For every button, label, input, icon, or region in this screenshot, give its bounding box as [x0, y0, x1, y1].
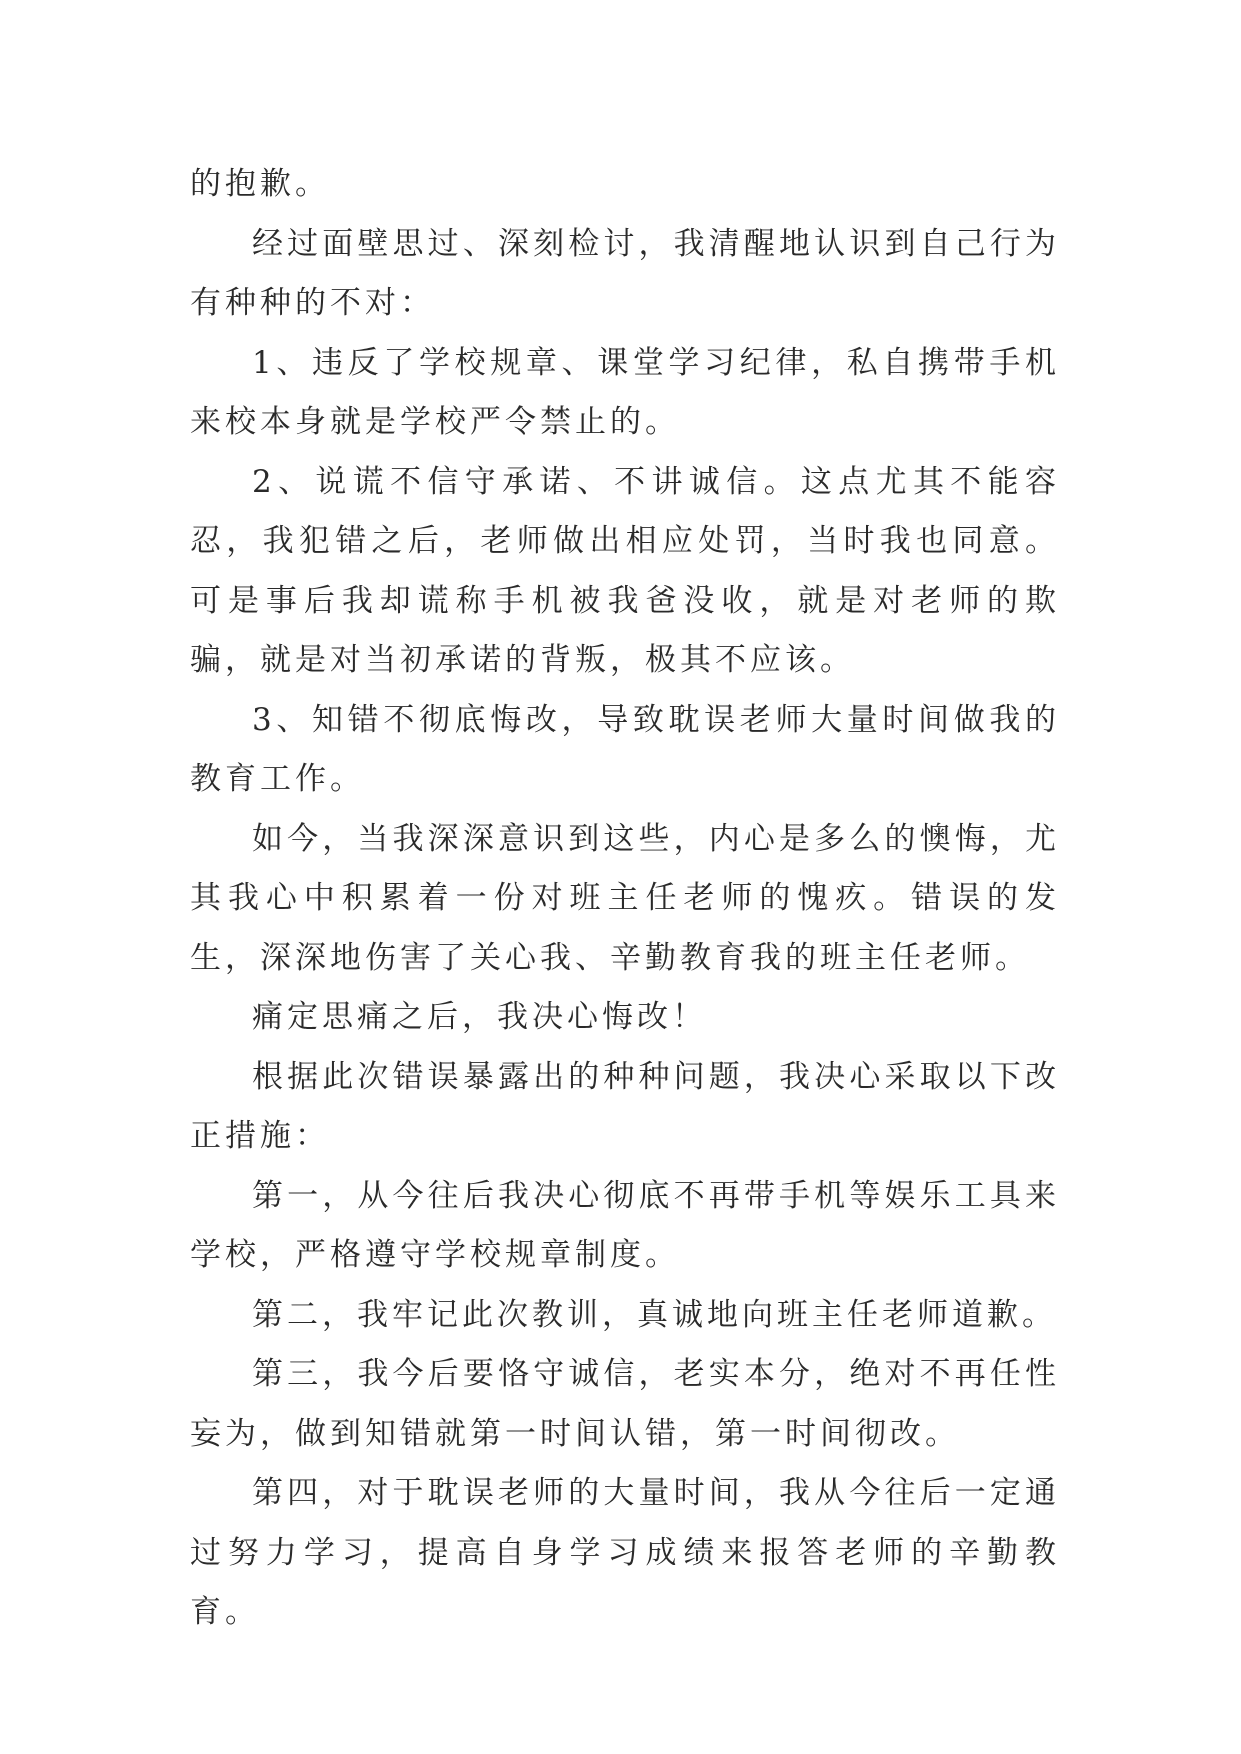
paragraph-point-2: 2、说谎不信守承诺、不讲诚信。这点尤其不能容忍，我犯错之后，老师做出相应处罚，当时我也同意。可是事后我却谎称手机被我爸没收，就是对老师的欺骗，就是对当初承诺的背叛，极其不应该。 [190, 463, 1060, 678]
paragraph-resolve: 痛定思痛之后，我决心悔改！ [252, 999, 707, 1035]
paragraph-regret: 如今，当我深深意识到这些，内心是多么的懊悔，尤其我心中积累着一份对班主任老师的愧疚。错误的发生，深深地伤害了关心我、辛勤教育我的班主任老师。 [190, 820, 1060, 976]
paragraph-measure-2: 第二，我牢记此次教训，真诚地向班主任老师道歉。 [252, 1296, 1057, 1333]
paragraph-reflection: 经过面壁思过、深刻检讨，我清醒地认识到自己行为有种种的不对： [190, 225, 1060, 321]
document-body [190, 155, 1060, 1643]
paragraph-measures-intro: 根据此次错误暴露出的种种问题，我决心采取以下改正措施： [190, 1058, 1060, 1154]
paragraph-measure-4: 第四，对于耽误老师的大量时间，我从今往后一定通过努力学习，提高自身学习成绩来报答老师的辛勤教育。 [190, 1475, 1060, 1630]
paragraph-measure-3: 第三，我今后要恪守诚信，老实本分，绝对不再任性妄为，做到知错就第一时间认错，第一时间彻改。 [190, 1356, 1060, 1452]
paragraph-point-1: 1、违反了学校规章、课堂学习纪律，私自携带手机来校本身就是学校严令禁止的。 [190, 344, 1060, 440]
paragraph-measure-1: 第一，从今往后我决心彻底不再带手机等娱乐工具来学校，严格遵守学校规章制度。 [190, 1177, 1060, 1273]
paragraph-continuation: 的抱歉。 [190, 166, 330, 202]
paragraph-point-3: 3、知错不彻底悔改，导致耽误老师大量时间做我的教育工作。 [190, 701, 1060, 797]
